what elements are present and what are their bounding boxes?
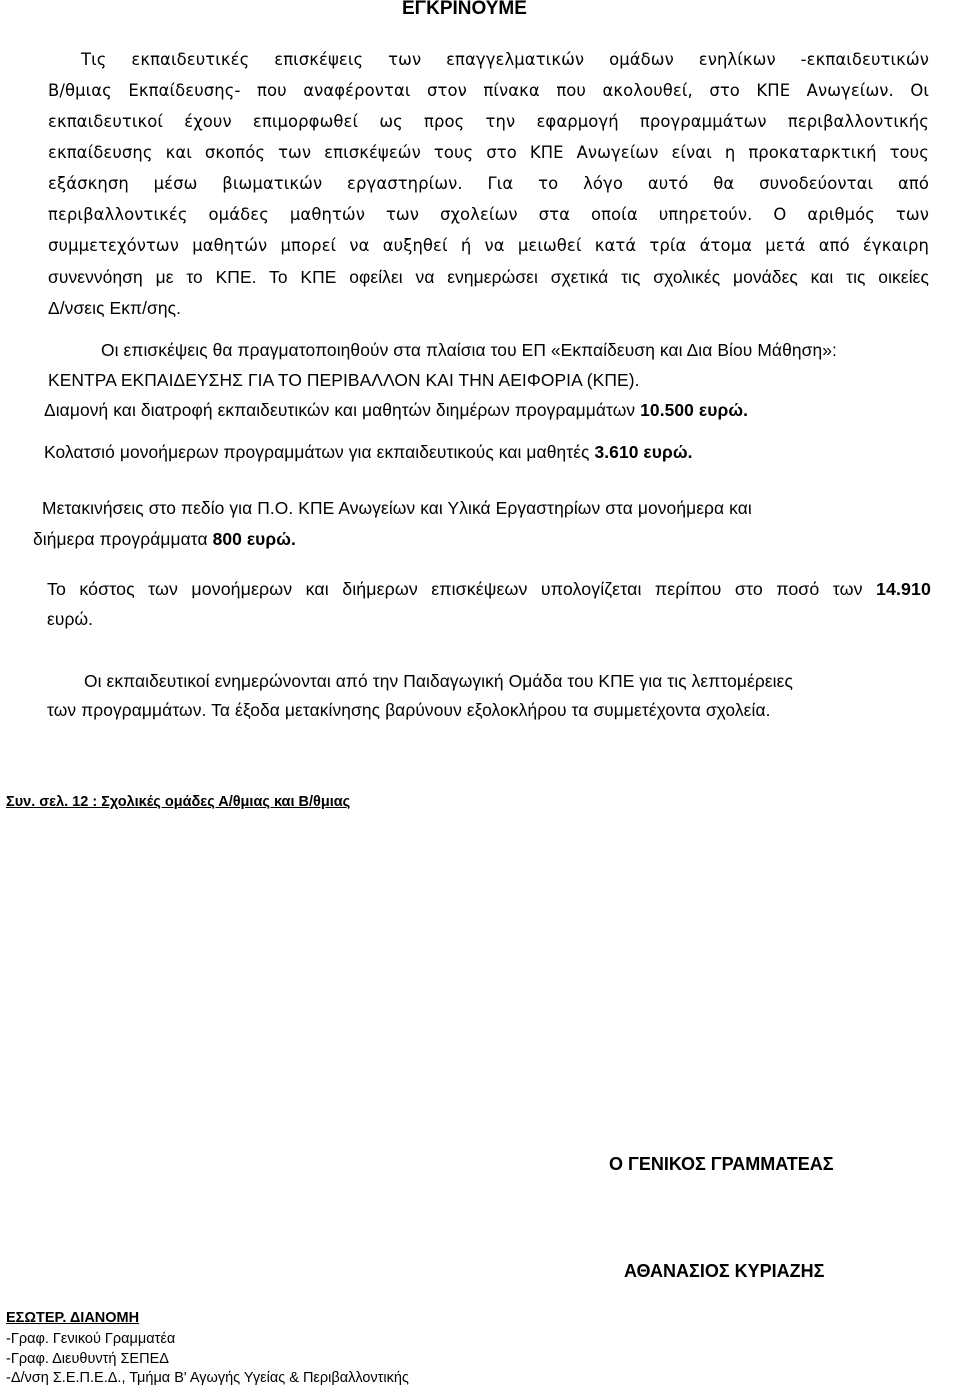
attachment-note: Συν. σελ. 12 : Σχολικές ομάδες Α/θμιας και Β/θμιας <box>6 794 351 810</box>
cost-amount: 800 ευρώ. <box>212 529 296 549</box>
cost-label: Διαμονή και διατροφή εκπαιδευτικών και μαθητών διημέρων προγραμμάτων <box>44 400 641 420</box>
cost-accommodation <box>44 400 748 421</box>
paragraph-line: Δ/νσεις Εκπ/σης. <box>48 298 182 318</box>
total-line: ευρώ. <box>47 609 94 629</box>
distribution-item: -Δ/νση Σ.Ε.Π.Ε.Δ., Τμήμα Β' Αγωγής Υγείας & Περιβαλλοντικής <box>6 1370 409 1386</box>
paragraph-line: συνεννόηση με το ΚΠΕ. Το ΚΠΕ οφείλει να ενημερώσει σχετικά τις σχολικές μονάδες και τις οικείες <box>48 267 929 287</box>
signatory-title: Ο ΓΕΝΙΚΟΣ ΓΡΑΜΜΑΤΕΑΣ <box>609 1154 834 1174</box>
cost-line <box>33 529 296 550</box>
cost-amount: 3.610 ευρώ. <box>594 442 693 462</box>
total-amount: 14.910 <box>876 579 931 599</box>
cost-snack <box>44 442 693 463</box>
total-label: Το κόστος των μονοήμερων και διήμερων επισκέψεων υπολογίζεται περίπου στο ποσό των <box>47 579 876 599</box>
paragraph-line: περιβαλλοντικές ομάδες μαθητών των σχολείων στα οποία υπηρετούν. Ο αριθμός των <box>48 205 929 224</box>
paragraph-line: των προγραμμάτων. Τα έξοδα μετακίνησης βαρύνουν εξολοκλήρου τα συμμετέχοντα σχολεία. <box>47 700 771 720</box>
paragraph-line: Τις εκπαιδευτικές επισκέψεις των επαγγελματικών ομάδων ενηλίκων -εκπαιδευτικών <box>81 50 929 69</box>
cost-label: διήμερα προγράμματα <box>33 529 213 549</box>
paragraph-line: Οι επισκέψεις θα πραγματοποιηθούν στα πλαίσια του ΕΠ «Εκπαίδευση και Δια Βίου Μάθηση»: <box>101 340 837 360</box>
distribution-title: ΕΣΩΤΕΡ. ΔΙΑΝΟΜΗ <box>6 1310 140 1326</box>
cost-label: Κολατσιό μονοήμερων προγραμμάτων για εκπαιδευτικούς και μαθητές <box>44 442 595 462</box>
paragraph-line: εξάσκηση μέσω βιωματικών εργαστηρίων. Για το λόγο αυτό θα συνοδεύονται από <box>48 174 929 193</box>
paragraph-line: ΚΕΝΤΡΑ ΕΚΠΑΙΔΕΥΣΗΣ ΓΙΑ ΤΟ ΠΕΡΙΒΑΛΛΟΝ ΚΑΙ ΤΗΝ ΑΕΙΦΟΡΙΑ (ΚΠΕ). <box>48 370 640 390</box>
paragraph-line: εκπαίδευσης και σκοπός των επισκέψεών τους στο ΚΠΕ Ανωγείων είναι η προκαταρκτική τους <box>48 143 929 162</box>
paragraph-line: Β/θμιας Εκπαίδευσης- που αναφέρονται στον πίνακα που ακολουθεί, στο ΚΠΕ Ανωγείων. Οι <box>48 81 929 100</box>
distribution-item: -Γραφ. Γενικού Γραμματέα <box>6 1331 176 1347</box>
paragraph-line: συμμετεχόντων μαθητών μπορεί να αυξηθεί ή να μειωθεί κατά τρία άτομα μετά από έγκαιρη <box>48 236 929 255</box>
cost-label: Μετακινήσεις στο πεδίο για Π.Ο. ΚΠΕ Ανωγείων και Υλικά Εργαστηρίων στα μονοήμερα και <box>42 498 752 518</box>
paragraph-line: Οι εκπαιδευτικοί ενημερώνονται από την Παιδαγωγική Ομάδα του ΚΠΕ για τις λεπτομέρειες <box>84 671 793 691</box>
signatory-name: ΑΘΑΝΑΣΙΟΣ ΚΥΡΙΑΖΗΣ <box>624 1261 825 1281</box>
distribution-item: -Γραφ. Διευθυντή ΣΕΠΕΔ <box>6 1351 169 1367</box>
cost-amount: 10.500 ευρώ. <box>640 400 749 420</box>
paragraph-line: εκπαιδευτικοί έχουν επιμορφωθεί ως προς την εφαρμογή προγραμμάτων περιβαλλοντικής <box>48 112 929 131</box>
page-heading: ΕΓΚΡΙΝΟΥΜΕ <box>402 0 527 19</box>
total-line <box>47 579 931 600</box>
